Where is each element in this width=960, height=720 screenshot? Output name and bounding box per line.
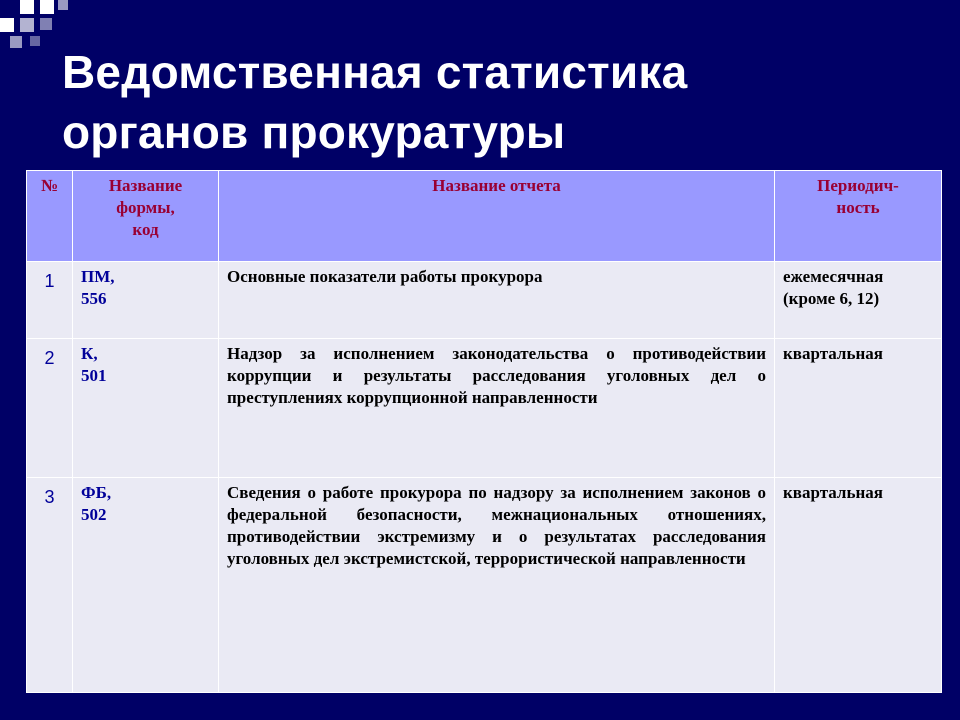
- header-period-line-1: Периодич-: [817, 176, 899, 195]
- table-row: [27, 262, 942, 339]
- table-row: [27, 478, 942, 693]
- report-name: Сведения о работе прокурора по надзору за исполнением законов о федеральной безопасности, межнациональных отношениях, противодействии экстремизму и о результатах расследования уголовных дел экстремистской, террористической направленности: [219, 478, 775, 693]
- form-name: ФБ,: [81, 483, 112, 502]
- header-period: [775, 171, 942, 262]
- form-code-cell: [73, 339, 219, 478]
- report-name: Надзор за исполнением законодательства о противодействии коррупции и результаты расследования уголовных дел о преступлениях коррупционной направленности: [219, 339, 775, 478]
- row-num: 1: [27, 262, 73, 339]
- header-form-line-2: формы,: [116, 198, 175, 217]
- periodicity: квартальная: [783, 344, 883, 363]
- form-code: 502: [81, 505, 107, 524]
- header-form-line-1: Название: [108, 176, 183, 195]
- periodicity-cell: [775, 262, 942, 339]
- periodicity: ежемесячная: [783, 267, 884, 286]
- header-form-line-3: код: [132, 220, 159, 239]
- table-row: [27, 339, 942, 478]
- form-code: 501: [81, 366, 107, 385]
- slide-title-line-1: Ведомственная статистика: [62, 46, 688, 98]
- periodicity-cell: [775, 339, 942, 478]
- table-header-row: [27, 171, 942, 262]
- report-name: Основные показатели работы прокурора: [219, 262, 775, 339]
- header-num: №: [27, 171, 73, 262]
- periodicity-note: (кроме 6, 12): [783, 289, 880, 308]
- row-num: 3: [27, 478, 73, 693]
- slide-title: [62, 42, 687, 162]
- slide-title-line-2: органов прокуратуры: [62, 106, 566, 158]
- header-form: [73, 171, 219, 262]
- form-code-cell: [73, 478, 219, 693]
- header-report: Название отчета: [219, 171, 775, 262]
- row-num: 2: [27, 339, 73, 478]
- form-code: 556: [81, 289, 107, 308]
- form-name: ПМ,: [81, 267, 115, 286]
- periodicity: квартальная: [783, 483, 883, 502]
- header-period-line-2: ность: [836, 198, 880, 217]
- periodicity-cell: [775, 478, 942, 693]
- form-name: К,: [81, 344, 98, 363]
- form-code-cell: [73, 262, 219, 339]
- statistics-table: [26, 170, 942, 693]
